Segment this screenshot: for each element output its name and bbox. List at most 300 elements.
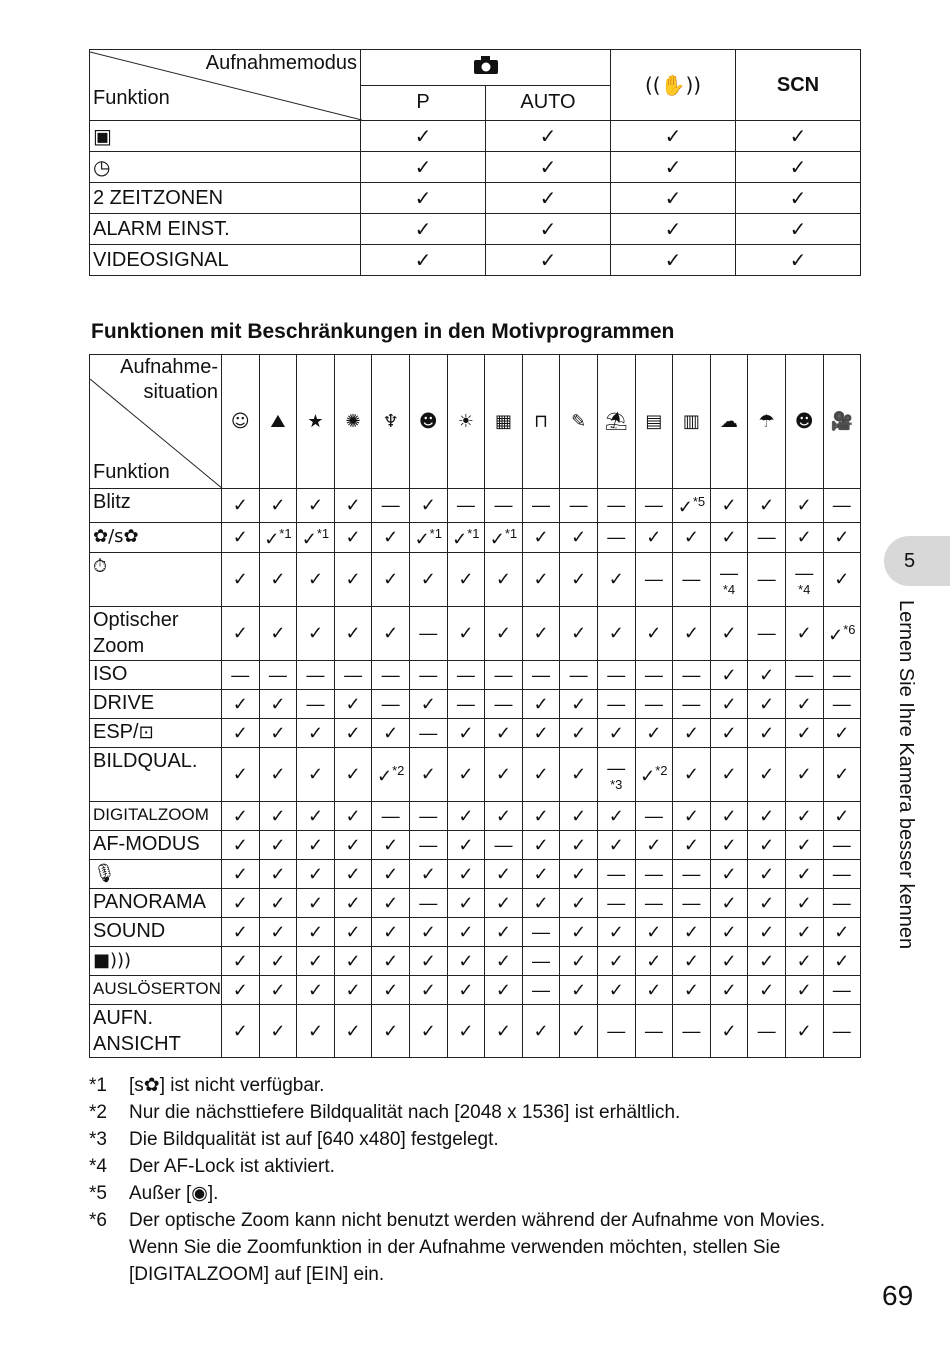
monitor-icon: ▣ — [90, 121, 361, 152]
table-cell: ✓ — [673, 607, 711, 661]
table-row — [90, 802, 861, 831]
table-cell: ✓ — [447, 889, 485, 918]
table-cell: — — [748, 607, 786, 661]
table-cell: ✓ — [635, 976, 673, 1005]
table-cell: ✓ — [222, 918, 260, 947]
portrait-sport-icon: ☺ — [222, 355, 260, 489]
table-cell: ✓ — [334, 690, 372, 719]
frame1-icon: ▤ — [635, 355, 673, 489]
chapter-side-label — [893, 600, 923, 1020]
table-cell: ✓ — [297, 748, 335, 802]
table-row — [90, 860, 861, 889]
table-cell: ✓ — [259, 831, 297, 860]
table-cell: ✓ — [297, 719, 335, 748]
table-cell: ✓ — [334, 607, 372, 661]
table-cell: ✓ — [597, 802, 635, 831]
table-cell: — — [635, 553, 673, 607]
table-cell: ✓$^{*1}$ — [409, 523, 447, 553]
table-cell: — — [635, 889, 673, 918]
function-label — [90, 553, 222, 607]
table-cell: ✓ — [334, 489, 372, 523]
table-cell: ✓ — [748, 748, 786, 802]
table-row — [90, 523, 861, 553]
table-cell: — — [409, 719, 447, 748]
page-number: 69 — [882, 1280, 914, 1311]
table-cell: ✓ — [673, 831, 711, 860]
table-cell: — — [673, 889, 711, 918]
table-cell: — — [522, 976, 560, 1005]
sunset-icon: ☀ — [447, 355, 485, 489]
table-cell: ✓ — [372, 719, 410, 748]
table-cell: ✓ — [409, 690, 447, 719]
table-cell: ✓ — [785, 831, 823, 860]
table-cell: ✓ — [748, 802, 786, 831]
table-cell: ✓ — [361, 152, 486, 183]
table-cell: ✓ — [736, 121, 861, 152]
table-cell: ✓ — [736, 183, 861, 214]
table-cell: ✓ — [447, 748, 485, 802]
table-cell: ✓ — [560, 918, 598, 947]
footnote-text: Der optische Zoom kann nicht benutzt werden während der Aufnahme von Movies. Wenn Sie die Zoomfunktion in der Aufnahme verwenden möchten, stellen Sie [DIGITALZOOM] auf [EIN] ein. — [129, 1210, 825, 1285]
table-cell: ✓ — [222, 802, 260, 831]
table-cell: ✓ — [522, 1005, 560, 1058]
shoot-select-icon: ✎ — [560, 355, 598, 489]
table-cell: ✓ — [485, 918, 523, 947]
table-cell: ✓ — [485, 553, 523, 607]
table-cell: ✓ — [485, 802, 523, 831]
beach-snow-icon: ⛱ — [597, 355, 635, 489]
table-cell: ✓ — [372, 831, 410, 860]
table-cell: ✓ — [673, 719, 711, 748]
mode-function-table — [89, 49, 861, 276]
table-cell: ✓ — [710, 661, 748, 690]
table-cell: ✓ — [334, 719, 372, 748]
table-row — [90, 918, 861, 947]
table-cell: ✓ — [785, 1005, 823, 1058]
table-cell: ✓ — [785, 690, 823, 719]
table-cell: — — [372, 489, 410, 523]
table-cell: ✓ — [485, 607, 523, 661]
table-cell: ✓ — [522, 719, 560, 748]
table-cell: ✓ — [597, 553, 635, 607]
self-timer-icon: ⏱ — [93, 556, 108, 577]
function-label — [90, 860, 222, 889]
table-cell: ✓ — [297, 607, 335, 661]
footnote-text: Der AF-Lock ist aktiviert. — [129, 1156, 335, 1177]
auction-icon: ⊓ — [522, 355, 560, 489]
table-cell: ✓ — [748, 831, 786, 860]
table-cell: ✓ — [736, 214, 861, 245]
table-cell: ✓ — [560, 1005, 598, 1058]
table-cell: — — [635, 860, 673, 889]
table-cell: ✓ — [785, 607, 823, 661]
table-cell: ✓ — [748, 889, 786, 918]
table-cell: ✓ — [297, 889, 335, 918]
table-cell: ✓ — [297, 831, 335, 860]
table-cell: ✓ — [259, 489, 297, 523]
table-cell: ✓ — [710, 802, 748, 831]
table-cell: — — [597, 523, 635, 553]
table-cell: ✓ — [334, 802, 372, 831]
microphone-icon: 🎙 — [93, 863, 116, 884]
table-cell: ✓ — [785, 918, 823, 947]
table-cell: ✓ — [486, 183, 611, 214]
table-cell: ✓ — [748, 661, 786, 690]
table-cell: ✓ — [409, 918, 447, 947]
table-cell: ✓ — [222, 889, 260, 918]
table-cell: ✓ — [259, 947, 297, 976]
night-scene-icon: ★ — [297, 355, 335, 489]
table-cell: ✓ — [409, 489, 447, 523]
frame2-icon: ▥ — [673, 355, 711, 489]
table-cell: ✓ — [361, 245, 486, 276]
table-cell: ✓ — [635, 918, 673, 947]
table-cell: ✓ — [372, 918, 410, 947]
table-cell: ✓ — [522, 690, 560, 719]
table-cell: ✓ — [297, 976, 335, 1005]
smile-icon: ☻ — [785, 355, 823, 489]
table-cell: ✓ — [372, 607, 410, 661]
table-cell: ✓ — [785, 889, 823, 918]
table-cell: ✓ — [522, 748, 560, 802]
table-cell: — — [522, 661, 560, 690]
table-cell: ✓ — [297, 918, 335, 947]
table-cell: ✓ — [297, 947, 335, 976]
table-cell: — — [823, 489, 861, 523]
table-cell: ✓ — [710, 690, 748, 719]
table-cell: ✓ — [673, 523, 711, 553]
table-cell: — — [597, 889, 635, 918]
table-cell: ✓ — [485, 860, 523, 889]
table-cell: ✓ — [748, 976, 786, 1005]
table-cell: ✓ — [486, 152, 611, 183]
table-cell: ✓ — [560, 748, 598, 802]
scn-icon: SCN — [736, 50, 861, 121]
table-cell: ✓ — [560, 802, 598, 831]
table-cell: ✓ — [522, 607, 560, 661]
table2-corner-bottom: Funktion — [93, 461, 170, 483]
table-cell: ✓ — [710, 523, 748, 553]
table-cell: — — [522, 947, 560, 976]
table-cell: ✓ — [447, 860, 485, 889]
table-cell: — — [297, 661, 335, 690]
table-cell: ✓ — [823, 553, 861, 607]
table-cell: ✓ — [597, 719, 635, 748]
footnote-key: *1 — [89, 1075, 107, 1096]
table-cell: ✓ — [560, 947, 598, 976]
footnote-key: *3 — [89, 1129, 107, 1150]
table-cell: — — [823, 976, 861, 1005]
table1-corner-top: Aufnahmemodus — [205, 52, 357, 74]
table-cell: — — [597, 690, 635, 719]
table-cell: ✓ — [259, 860, 297, 889]
table-cell: ✓ — [334, 523, 372, 553]
table-row — [90, 719, 861, 748]
table-cell: ✓ — [297, 802, 335, 831]
table-cell: — — [409, 661, 447, 690]
footnote-key: *4 — [89, 1156, 107, 1177]
candle-icon: ♆ — [372, 355, 410, 489]
table-cell: ✓ — [222, 690, 260, 719]
table-cell: ✓ — [297, 489, 335, 523]
table-cell: ✓ — [447, 1005, 485, 1058]
table-cell: ✓ — [222, 976, 260, 1005]
table-cell: ✓ — [372, 1005, 410, 1058]
table-cell: ✓ — [334, 553, 372, 607]
table-cell: ✓ — [334, 889, 372, 918]
table-cell: — — [673, 553, 711, 607]
table-cell: ✓ — [222, 489, 260, 523]
table-cell: — *3 — [597, 748, 635, 802]
function-label — [90, 523, 222, 553]
table-cell: ✓ — [560, 719, 598, 748]
chapter-title: Lernen Sie Ihre Kamera besser kennen — [895, 600, 917, 950]
footnote-key: *6 — [89, 1210, 107, 1231]
table-cell: ✓ — [736, 152, 861, 183]
table-cell: ✓ — [673, 947, 711, 976]
table-cell: ✓ — [259, 748, 297, 802]
table-cell: ✓ — [409, 553, 447, 607]
table-cell: ✓ — [259, 719, 297, 748]
landscape-icon: ⛰ — [259, 355, 297, 489]
table-cell: ✓ — [673, 748, 711, 802]
table-cell: ✓$^{*1}$ — [297, 523, 335, 553]
table-cell: ✓ — [785, 523, 823, 553]
table-row — [90, 183, 861, 214]
table-row — [90, 245, 861, 276]
table-cell: ✓ — [785, 802, 823, 831]
table-cell: ✓$^{*6}$ — [823, 607, 861, 661]
table-cell: ✓ — [823, 918, 861, 947]
footnote-key: *2 — [89, 1102, 107, 1123]
table-cell: ✓ — [485, 947, 523, 976]
chapter-tab: 5 — [884, 536, 950, 586]
table-cell: — — [447, 690, 485, 719]
table1-corner — [90, 50, 361, 121]
table-row — [90, 889, 861, 918]
table-cell: — — [447, 661, 485, 690]
camera-icon — [361, 50, 611, 86]
table-cell: ✓ — [372, 976, 410, 1005]
table-cell: ✓ — [361, 183, 486, 214]
table-cell: ✓ — [823, 523, 861, 553]
table-cell: ✓ — [597, 831, 635, 860]
table-cell: ✓ — [611, 121, 736, 152]
function-label: AUSLÖSERTON — [90, 976, 222, 1005]
spot-metering-icon: ⊡ — [138, 722, 154, 743]
table-cell: — *4 — [710, 553, 748, 607]
fireworks-icon: ✺ — [334, 355, 372, 489]
table-row — [90, 661, 861, 690]
table-cell: ✓ — [597, 918, 635, 947]
table-cell: — — [597, 661, 635, 690]
table-cell: ✓ — [409, 947, 447, 976]
table-cell: — — [485, 661, 523, 690]
section-heading: Funktionen mit Beschränkungen in den Motivprogrammen — [91, 320, 675, 343]
documents-icon: ▦ — [485, 355, 523, 489]
table-cell: ✓ — [823, 802, 861, 831]
table-cell: ✓ — [710, 947, 748, 976]
table-cell: ✓ — [222, 1005, 260, 1058]
table-cell: ✓ — [710, 1005, 748, 1058]
submode-p: P — [361, 85, 486, 121]
table-cell: ✓ — [222, 860, 260, 889]
table-cell: ✓ — [710, 831, 748, 860]
table-cell: ✓ — [635, 947, 673, 976]
table-cell: ✓ — [785, 719, 823, 748]
table-cell: ✓ — [635, 607, 673, 661]
table-cell: — — [823, 831, 861, 860]
table-cell: ✓ — [297, 860, 335, 889]
table-cell: ✓ — [259, 553, 297, 607]
scene-restrictions-table — [89, 354, 861, 1058]
table-cell: ✓ — [486, 245, 611, 276]
table-cell: ✓ — [222, 719, 260, 748]
footnote-text: [s✿] ist nicht verfügbar. — [129, 1075, 325, 1096]
table-cell: ✓ — [222, 553, 260, 607]
table-cell: — — [823, 860, 861, 889]
table-cell: — — [485, 690, 523, 719]
table-cell: ✓ — [611, 183, 736, 214]
table-cell: ✓ — [409, 860, 447, 889]
table-cell: ✓ — [710, 976, 748, 1005]
table-cell: ✓ — [259, 1005, 297, 1058]
table-cell: ✓ — [334, 1005, 372, 1058]
table-row — [90, 121, 861, 152]
table-row — [90, 152, 861, 183]
behind-glass-icon: ☻ — [409, 355, 447, 489]
table-cell: — — [597, 489, 635, 523]
underwater-macro-icon: ☂ — [748, 355, 786, 489]
table-cell: — — [673, 1005, 711, 1058]
table-row — [90, 831, 861, 860]
table-cell: ✓ — [673, 918, 711, 947]
table-cell: ✓ — [748, 947, 786, 976]
table-cell: — — [372, 690, 410, 719]
table-cell: ✓ — [361, 121, 486, 152]
function-label: SOUND — [90, 918, 222, 947]
function-label: ALARM EINST. — [90, 214, 361, 245]
table-cell: ✓ — [522, 860, 560, 889]
table-cell: ✓ — [560, 976, 598, 1005]
table-cell: ✓ — [259, 889, 297, 918]
table-row — [90, 214, 861, 245]
table-row — [90, 947, 861, 976]
table-cell: ✓ — [372, 889, 410, 918]
table-cell: ✓ — [259, 690, 297, 719]
table-cell: ✓ — [222, 523, 260, 553]
table-cell: ✓ — [710, 918, 748, 947]
table-cell: ✓ — [522, 831, 560, 860]
table-cell: ✓ — [334, 976, 372, 1005]
submode-auto: AUTO — [486, 85, 611, 121]
function-label: DIGITALZOOM — [90, 802, 222, 831]
function-label — [90, 947, 222, 976]
function-label: AF-MODUS — [90, 831, 222, 860]
table-cell: ✓ — [334, 918, 372, 947]
table-cell: ✓ — [597, 976, 635, 1005]
table-cell: ✓ — [560, 553, 598, 607]
table-cell: ✓ — [447, 607, 485, 661]
table2-corner-top: Aufnahme- situation — [120, 356, 218, 403]
table-cell: ✓ — [222, 831, 260, 860]
table-cell: ✓ — [372, 947, 410, 976]
function-label: DRIVE — [90, 690, 222, 719]
table-cell: ✓ — [372, 553, 410, 607]
speaker-icon: ■))) — [93, 950, 132, 971]
table-cell: ✓ — [560, 831, 598, 860]
footnote — [89, 1099, 829, 1126]
table-cell: ✓ — [560, 860, 598, 889]
table-cell: — — [409, 802, 447, 831]
table-cell: — — [259, 661, 297, 690]
table-cell: — — [334, 661, 372, 690]
table-cell: — — [748, 553, 786, 607]
table-cell: — — [748, 1005, 786, 1058]
footnote — [89, 1153, 829, 1180]
table-cell: ✓ — [409, 1005, 447, 1058]
table-cell: ✓ — [334, 748, 372, 802]
table-cell: — — [372, 661, 410, 690]
table-cell: — — [748, 523, 786, 553]
table-cell: — — [222, 661, 260, 690]
table-cell: ✓ — [447, 976, 485, 1005]
table-cell: — — [823, 690, 861, 719]
table-cell: ✓ — [635, 719, 673, 748]
table-cell: ✓ — [823, 719, 861, 748]
table-cell: ✓ — [409, 748, 447, 802]
table-cell: — — [409, 831, 447, 860]
table-cell: ✓ — [334, 831, 372, 860]
table-cell: ✓$^{*2}$ — [372, 748, 410, 802]
table-cell: ✓ — [748, 860, 786, 889]
table-cell: ✓ — [823, 748, 861, 802]
table-cell: ✓ — [785, 976, 823, 1005]
table-cell: ✓ — [560, 607, 598, 661]
table-cell: — — [823, 1005, 861, 1058]
table-cell: ✓ — [372, 523, 410, 553]
function-label-text: ESP/ — [93, 721, 139, 743]
table-cell: ✓ — [823, 947, 861, 976]
macro-icon: ✿/s✿ — [93, 526, 139, 547]
table-cell: ✓ — [611, 152, 736, 183]
table-cell: ✓ — [447, 831, 485, 860]
table-cell: ✓ — [710, 719, 748, 748]
table-row — [90, 607, 861, 661]
table-cell: ✓ — [710, 860, 748, 889]
table-row — [90, 690, 861, 719]
table-cell: ✓ — [334, 947, 372, 976]
table-cell: — — [673, 661, 711, 690]
table-cell: ✓ — [748, 690, 786, 719]
table-cell: — — [823, 661, 861, 690]
table-cell: ✓ — [560, 690, 598, 719]
anti-shake-icon: ((✋)) — [611, 50, 736, 121]
table-cell: ✓ — [635, 523, 673, 553]
table-cell: ✓ — [597, 947, 635, 976]
table-cell: ✓$^{*5}$ — [673, 489, 711, 523]
table-cell: ✓ — [522, 889, 560, 918]
table-cell: — — [635, 661, 673, 690]
table-cell: — — [673, 860, 711, 889]
table-cell: ✓ — [447, 918, 485, 947]
table-cell: ✓ — [259, 802, 297, 831]
table-cell: ✓ — [486, 214, 611, 245]
table-cell: ✓ — [259, 976, 297, 1005]
table-cell: — — [409, 607, 447, 661]
table1-corner-bottom: Funktion — [93, 87, 170, 109]
table-cell: ✓ — [222, 947, 260, 976]
